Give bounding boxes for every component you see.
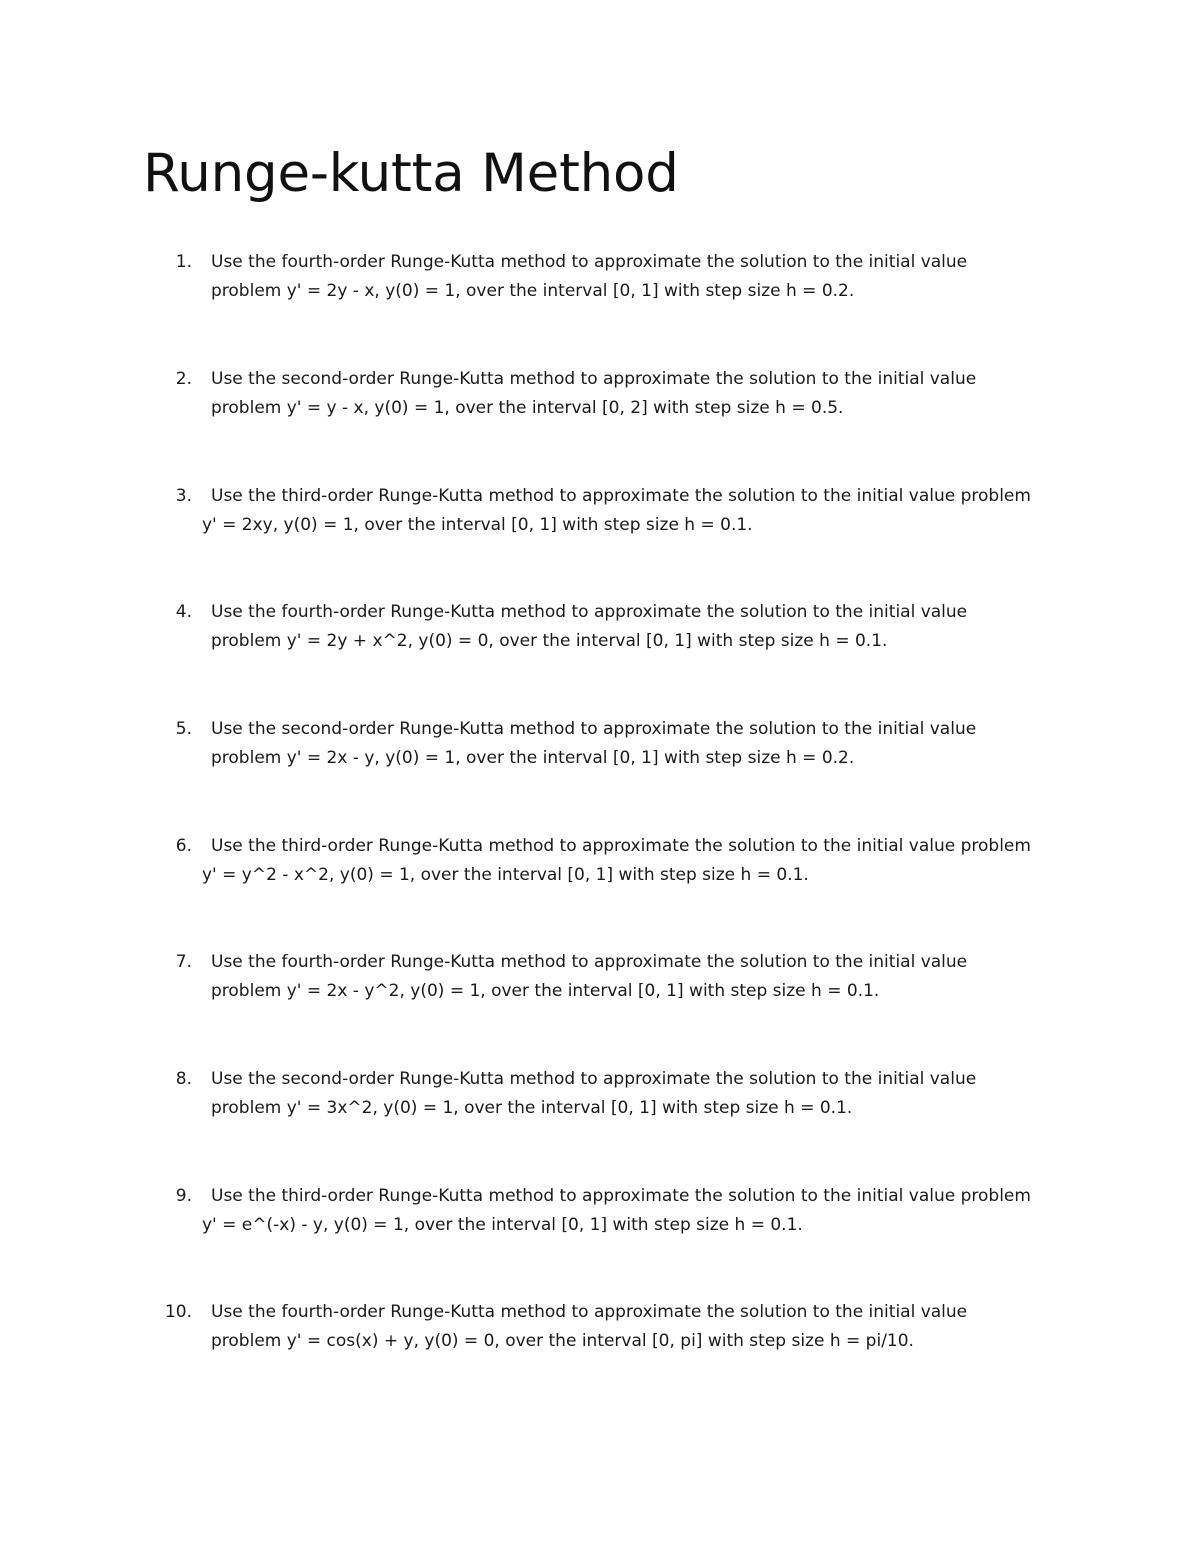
problem-number: 2. <box>175 369 192 389</box>
problem-text <box>211 948 1081 1006</box>
problem-text-line: problem y' = 2x - y, y(0) = 1, over the interval [0, 1] with step size h = 0.2. <box>211 748 855 768</box>
problem-text <box>211 1298 1081 1356</box>
problem-number: 8. <box>175 1069 192 1089</box>
problem-text-line: Use the second-order Runge-Kutta method to approximate the solution to the initial value <box>211 369 977 389</box>
problem-text <box>211 715 1081 773</box>
problem-text <box>202 832 1081 890</box>
problem-text-line: Use the third-order Runge-Kutta method to approximate the solution to the initial value problem <box>211 836 1031 856</box>
problem-text <box>211 598 1081 656</box>
problem-text-line: Use the fourth-order Runge-Kutta method to approximate the solution to the initial value <box>211 952 968 972</box>
problem-number: 3. <box>175 486 192 506</box>
problem-number: 4. <box>175 602 192 622</box>
problem-text <box>211 365 1081 423</box>
problem-number: 7. <box>175 952 192 972</box>
problem-text-line: Use the third-order Runge-Kutta method to approximate the solution to the initial value problem <box>211 486 1031 506</box>
problem-number: 10. <box>164 1302 192 1322</box>
problem-text-line: problem y' = 2y + x^2, y(0) = 0, over the interval [0, 1] with step size h = 0.1. <box>211 631 888 651</box>
problem-text-line: problem y' = y - x, y(0) = 1, over the interval [0, 2] with step size h = 0.5. <box>211 398 844 418</box>
problem-text <box>202 482 1081 540</box>
problem-text-line: Use the fourth-order Runge-Kutta method to approximate the solution to the initial value <box>211 602 968 622</box>
problem-text-line: problem y' = 2y - x, y(0) = 1, over the interval [0, 1] with step size h = 0.2. <box>211 281 855 301</box>
problem-text <box>211 248 1081 306</box>
problem-text-line: problem y' = 2x - y^2, y(0) = 1, over the interval [0, 1] with step size h = 0.1. <box>211 981 880 1001</box>
problem-text-line: y' = e^(-x) - y, y(0) = 1, over the interval [0, 1] with step size h = 0.1. <box>202 1215 803 1235</box>
problem-number: 1. <box>175 252 192 272</box>
problem-text-line: y' = y^2 - x^2, y(0) = 1, over the interval [0, 1] with step size h = 0.1. <box>202 865 809 885</box>
problem-text-line: y' = 2xy, y(0) = 1, over the interval [0, 1] with step size h = 0.1. <box>202 515 753 535</box>
problem-text-line: Use the third-order Runge-Kutta method to approximate the solution to the initial value problem <box>211 1186 1031 1206</box>
problem-text-line: Use the fourth-order Runge-Kutta method to approximate the solution to the initial value <box>211 1302 968 1322</box>
problem-text-line: Use the fourth-order Runge-Kutta method to approximate the solution to the initial value <box>211 252 968 272</box>
problem-text-line: problem y' = cos(x) + y, y(0) = 0, over the interval [0, pi] with step size h = pi/10. <box>211 1331 914 1351</box>
problem-text-line: problem y' = 3x^2, y(0) = 1, over the interval [0, 1] with step size h = 0.1. <box>211 1098 853 1118</box>
problem-text-line: Use the second-order Runge-Kutta method to approximate the solution to the initial value <box>211 1069 977 1089</box>
problem-text-line: Use the second-order Runge-Kutta method to approximate the solution to the initial value <box>211 719 977 739</box>
problem-number: 9. <box>175 1186 192 1206</box>
problem-number: 5. <box>175 719 192 739</box>
page-title: Runge-kutta Method <box>143 143 679 204</box>
problem-text <box>211 1065 1081 1123</box>
problem-text <box>202 1182 1081 1240</box>
problem-number: 6. <box>175 836 192 856</box>
